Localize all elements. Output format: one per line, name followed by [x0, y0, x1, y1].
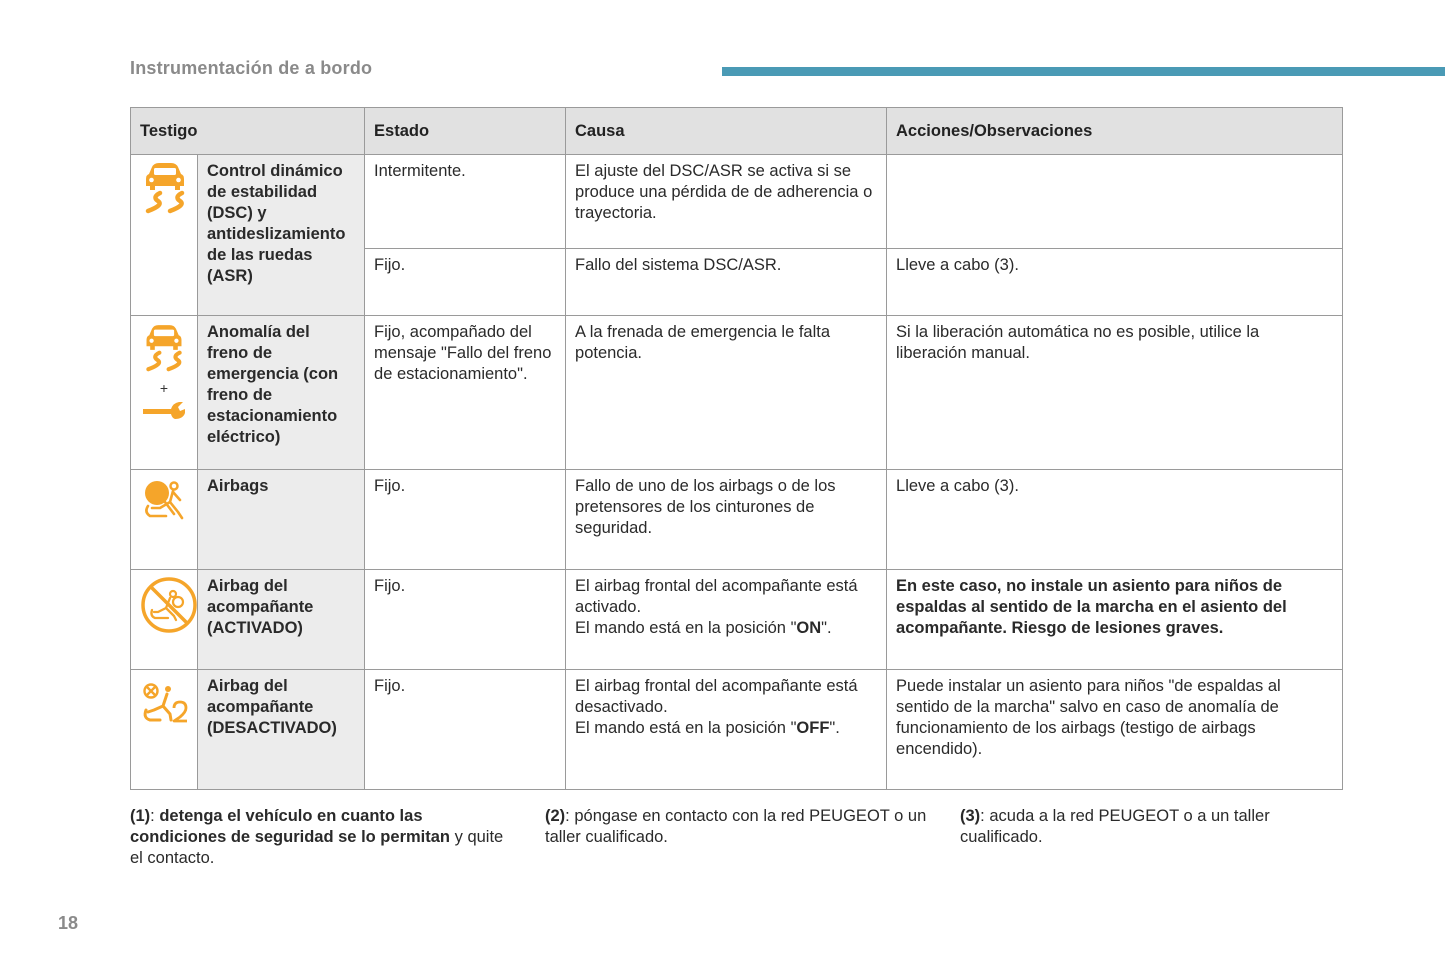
- accion-cell: Lleve a cabo (3).: [887, 470, 1343, 570]
- icon-cell: [131, 470, 198, 570]
- skid-car-icon: [141, 322, 187, 376]
- table-row: [131, 670, 1343, 790]
- header-testigo: Testigo: [131, 108, 365, 155]
- footnote-number: (2): [545, 807, 566, 825]
- footnote-number: (1): [130, 807, 151, 825]
- header-estado: Estado: [365, 108, 566, 155]
- estado-cell: Intermitente.: [365, 155, 566, 249]
- causa-text: ".: [821, 619, 832, 637]
- footnote-text: : acuda a la red PEUGEOT o a un taller cualificado.: [960, 807, 1270, 846]
- warning-name-airbag-off: Airbag del acompañante (DESACTIVADO): [198, 670, 365, 790]
- causa-text: El mando está en la posición ": [575, 719, 797, 737]
- accion-cell: En este caso, no instale un asiento para niños de espaldas al sentido de la marcha en el asiento del acompañante. Riesgo de lesiones graves.: [887, 570, 1343, 670]
- estado-cell: Fijo.: [365, 670, 566, 790]
- footnote-3: [960, 806, 1320, 848]
- accion-cell: Lleve a cabo (3).: [887, 249, 1343, 316]
- switch-position: OFF: [796, 719, 830, 737]
- accion-cell: Puede instalar un asiento para niños "de espaldas al sentido de la marcha" salvo en caso de anomalía de funcionamiento de los airbags (testigo de airbags encendido).: [887, 670, 1343, 790]
- causa-cell: A la frenada de emergencia le falta potencia.: [566, 316, 887, 470]
- table-row: [131, 316, 1343, 470]
- causa-text: El airbag frontal del acompañante está desactivado.: [575, 677, 858, 716]
- airbag-icon: [140, 478, 188, 522]
- plus-sign: +: [159, 380, 169, 396]
- accion-cell: Si la liberación automática no es posible, utilice la liberación manual.: [887, 316, 1343, 470]
- estado-cell: Fijo.: [365, 470, 566, 570]
- warning-name-dsc: Control dinámico de estabilidad (DSC) y antideslizamiento de las ruedas (ASR): [198, 155, 365, 316]
- causa-cell: [566, 670, 887, 790]
- causa-cell: Fallo de uno de los airbags o de los pretensores de los cinturones de seguridad.: [566, 470, 887, 570]
- causa-cell: Fallo del sistema DSC/ASR.: [566, 249, 887, 316]
- causa-cell: El ajuste del DSC/ASR se activa si se produce una pérdida de de adherencia o trayectoria.: [566, 155, 887, 249]
- icon-cell: [131, 570, 198, 670]
- causa-text: ".: [829, 719, 840, 737]
- wrench-icon: [141, 400, 187, 422]
- warning-name-airbags: Airbags: [198, 470, 365, 570]
- icon-cell: [131, 155, 198, 316]
- table-header-row: [131, 108, 1343, 155]
- footnote-text: y: [454, 828, 463, 846]
- causa-text: El mando está en la posición ": [575, 619, 797, 637]
- warning-name-brake: Anomalía del freno de emergencia (con freno de estacionamiento eléctrico): [198, 316, 365, 470]
- switch-position: ON: [796, 619, 822, 637]
- table-row: [131, 155, 1343, 249]
- skid-car-icon: [140, 161, 190, 217]
- footnote-text: : póngase en contacto con la red PEUGEOT o un taller cualificado.: [545, 807, 927, 846]
- footnote-text: quite el contacto.: [130, 828, 504, 867]
- page-header-title: Instrumentación de a bordo: [130, 58, 373, 78]
- accion-cell: [887, 155, 1343, 249]
- footnote-1: (1): detenga el vehículo en cuanto las condiciones de seguridad se lo permitan y quite el contacto.: [130, 807, 504, 867]
- header-accent-bar: [722, 67, 1445, 76]
- causa-text: El airbag frontal del acompañante está activado.: [575, 577, 858, 616]
- icon-cell: [131, 670, 198, 790]
- icon-cell: [131, 316, 198, 470]
- footnote-bold-text: detenga el vehículo en cuanto las condiciones de seguridad se lo permitan: [130, 807, 450, 846]
- warning-name-airbag-on: Airbag del acompañante (ACTIVADO): [198, 570, 365, 670]
- page-number: 18: [58, 913, 79, 933]
- estado-cell: Fijo, acompañado del mensaje "Fallo del freno de estacionamiento".: [365, 316, 566, 470]
- estado-cell: Fijo.: [365, 249, 566, 316]
- passenger-airbag-off-icon: [140, 682, 190, 724]
- footnote-2: [545, 806, 930, 848]
- table-row: [131, 470, 1343, 570]
- header-causa: Causa: [566, 108, 887, 155]
- warning-lights-table: [130, 107, 1343, 790]
- footnote-number: (3): [960, 807, 981, 825]
- causa-cell: [566, 570, 887, 670]
- table-row: [131, 570, 1343, 670]
- passenger-airbag-on-icon: [140, 576, 198, 634]
- estado-cell: Fijo.: [365, 570, 566, 670]
- header-acciones: Acciones/Observaciones: [887, 108, 1343, 155]
